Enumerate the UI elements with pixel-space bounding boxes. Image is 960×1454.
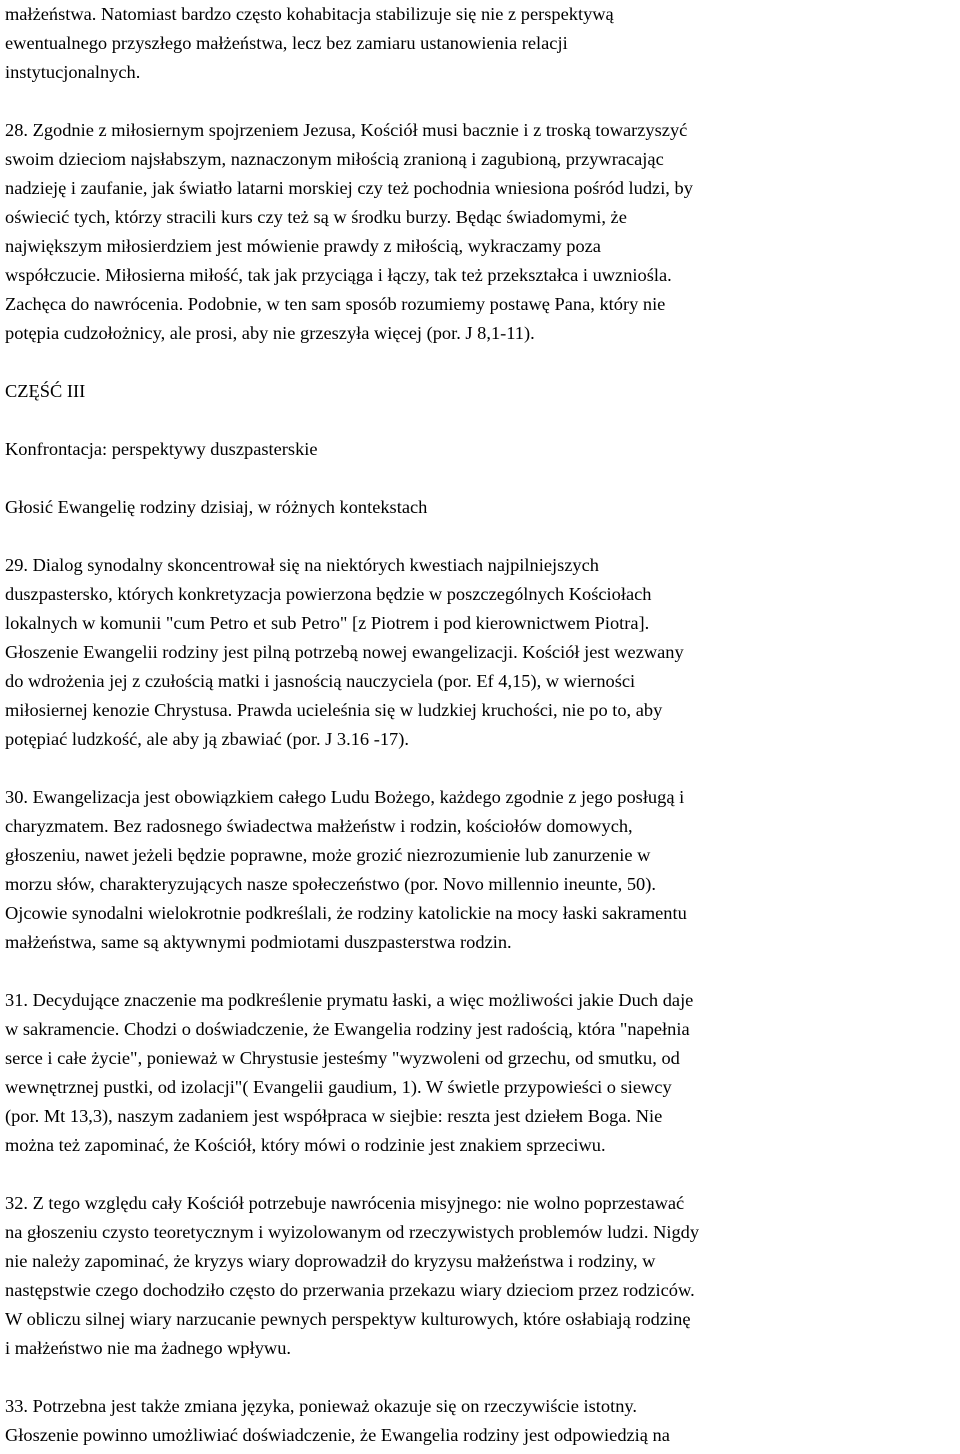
text-line: Głoszenie powinno umożliwiać doświadczenie, że Ewangelia rodziny jest odpowiedzią na (5, 1425, 670, 1445)
text-line: potępiać ludzkość, ale aby ją zbawiać (por. J 3.16 -17). (5, 729, 409, 749)
text-line: Ojcowie synodalni wielokrotnie podkreślali, że rodziny katolickie na mocy łaski sakramentu (5, 903, 687, 923)
text-line: swoim dzieciom najsłabszym, naznaczonym miłością zranioną i zagubioną, przywracając (5, 149, 664, 169)
text-line: duszpastersko, których konkretyzacja powierzona będzie w poszczególnych Kościołach (5, 584, 652, 604)
text-line: potępia cudzołożnicy, ale prosi, aby nie grzeszyła więcej (por. J 8,1-11). (5, 323, 535, 343)
paragraph-gap (5, 348, 960, 377)
text-line: nie należy zapominać, że kryzys wiary doprowadził do kryzysu małżeństwa i rodziny, w (5, 1251, 656, 1271)
paragraph-gap (5, 87, 960, 116)
text-line: miłosiernej kenozie Chrystusa. Prawda ucieleśnia się w ludzkiej kruchości, nie po to, aby (5, 700, 663, 720)
text-line: i małżeństwo nie ma żadnego wpływu. (5, 1338, 291, 1358)
section-heading: Konfrontacja: perspektywy duszpasterskie (5, 439, 318, 459)
text-line: w sakramencie. Chodzi o doświadczenie, że Ewangelia rodziny jest radością, która "napełnia (5, 1019, 690, 1039)
text-line: instytucjonalnych. (5, 62, 141, 82)
text-line: (por. Mt 13,3), naszym zadaniem jest współpraca w siejbie: reszta jest dziełem Boga. Nie (5, 1106, 663, 1126)
text-line: 31. Decydujące znaczenie ma podkreślenie prymatu łaski, a więc możliwości jakie Duch daje (5, 990, 694, 1010)
part-heading: CZĘŚĆ III (5, 381, 86, 401)
text-line: Zachęca do nawrócenia. Podobnie, w ten sam sposób rozumiemy postawę Pana, który nie (5, 294, 666, 314)
text-line: głoszeniu, nawet jeżeli będzie poprawne, może grozić niezrozumienie lub zanurzenie w (5, 845, 651, 865)
paragraph-gap (5, 957, 960, 986)
paragraph-gap (5, 406, 960, 435)
text-line: oświecić tych, którzy stracili kurs czy też są w środku burzy. Będąc świadomymi, że (5, 207, 627, 227)
text-line: 28. Zgodnie z miłosiernym spojrzeniem Jezusa, Kościół musi bacznie i z troską towarzyszyć (5, 120, 688, 140)
text-line: Głoszenie Ewangelii rodziny jest pilną potrzebą nowej ewangelizacji. Kościół jest wezwany (5, 642, 684, 662)
text-line: 33. Potrzebna jest także zmiana języka, ponieważ okazuje się on rzeczywiście istotny. (5, 1396, 638, 1416)
text-line: wewnętrznej pustki, od izolacji"( Evangelii gaudium, 1). W świetle przypowieści o siewcy (5, 1077, 672, 1097)
paragraph-gap (5, 754, 960, 783)
subsection-heading: Głosić Ewangelię rodziny dzisiaj, w różnych kontekstach (5, 497, 428, 517)
paragraph-33 (5, 1392, 960, 1450)
text-line: współczucie. Miłosierna miłość, tak jak przyciąga i łączy, tak też przekształca i uwzniośla. (5, 265, 672, 285)
text-line: następstwie czego dochodziło często do przerwania przekazu wiary dzieciom przez rodziców. (5, 1280, 695, 1300)
paragraph-28 (5, 116, 960, 348)
text-line: do wdrożenia jej z czułością matki i jasnością nauczyciela (por. Ef 4,15), w wierności (5, 671, 636, 691)
paragraph-29 (5, 551, 960, 754)
text-line: ewentualnego przyszłego małżeństwa, lecz bez zamiaru ustanowienia relacji (5, 33, 568, 53)
paragraph-30 (5, 783, 960, 957)
text-line: 30. Ewangelizacja jest obowiązkiem całego Ludu Bożego, każdego zgodnie z jego posługą i (5, 787, 685, 807)
text-line: nadzieję i zaufanie, jak światło latarni morskiej czy też pochodnia wniesiona pośród ludzi, by (5, 178, 693, 198)
paragraph-gap (5, 464, 960, 493)
paragraph-31 (5, 986, 960, 1160)
text-line: W obliczu silnej wiary narzucanie pewnych perspektyw kulturowych, które osłabiają rodzinę (5, 1309, 691, 1329)
document-page (5, 0, 960, 1450)
text-line: 32. Z tego względu cały Kościół potrzebuje nawrócenia misyjnego: nie wolno poprzestawać (5, 1193, 685, 1213)
text-line: 29. Dialog synodalny skoncentrował się na niektórych kwestiach najpilniejszych (5, 555, 599, 575)
paragraph-32 (5, 1189, 960, 1363)
text-line: lokalnych w komunii "cum Petro et sub Petro" [z Piotrem i pod kierownictwem Piotra]. (5, 613, 650, 633)
text-line: największym miłosierdziem jest mówienie prawdy z miłością, wykraczamy poza (5, 236, 601, 256)
paragraph-gap (5, 1363, 960, 1392)
paragraph-gap (5, 522, 960, 551)
text-line: serce i całe życie", ponieważ w Chrystusie jesteśmy "wyzwoleni od grzechu, od smutku, od (5, 1048, 680, 1068)
text-line: charyzmatem. Bez radosnego świadectwa małżeństw i rodzin, kościołów domowych, (5, 816, 633, 836)
paragraph-intro (5, 0, 960, 87)
text-line: można też zapominać, że Kościół, który mówi o rodzinie jest znakiem sprzeciwu. (5, 1135, 606, 1155)
text-line: na głoszeniu czysto teoretycznym i wyizolowanym od rzeczywistych problemów ludzi. Nigdy (5, 1222, 700, 1242)
text-line: małżeństwa, same są aktywnymi podmiotami duszpasterstwa rodzin. (5, 932, 512, 952)
paragraph-gap (5, 1160, 960, 1189)
text-line: morzu słów, charakteryzujących nasze społeczeństwo (por. Novo millennio ineunte, 50). (5, 874, 656, 894)
text-line: małżeństwa. Natomiast bardzo często kohabitacja stabilizuje się nie z perspektywą (5, 4, 614, 24)
